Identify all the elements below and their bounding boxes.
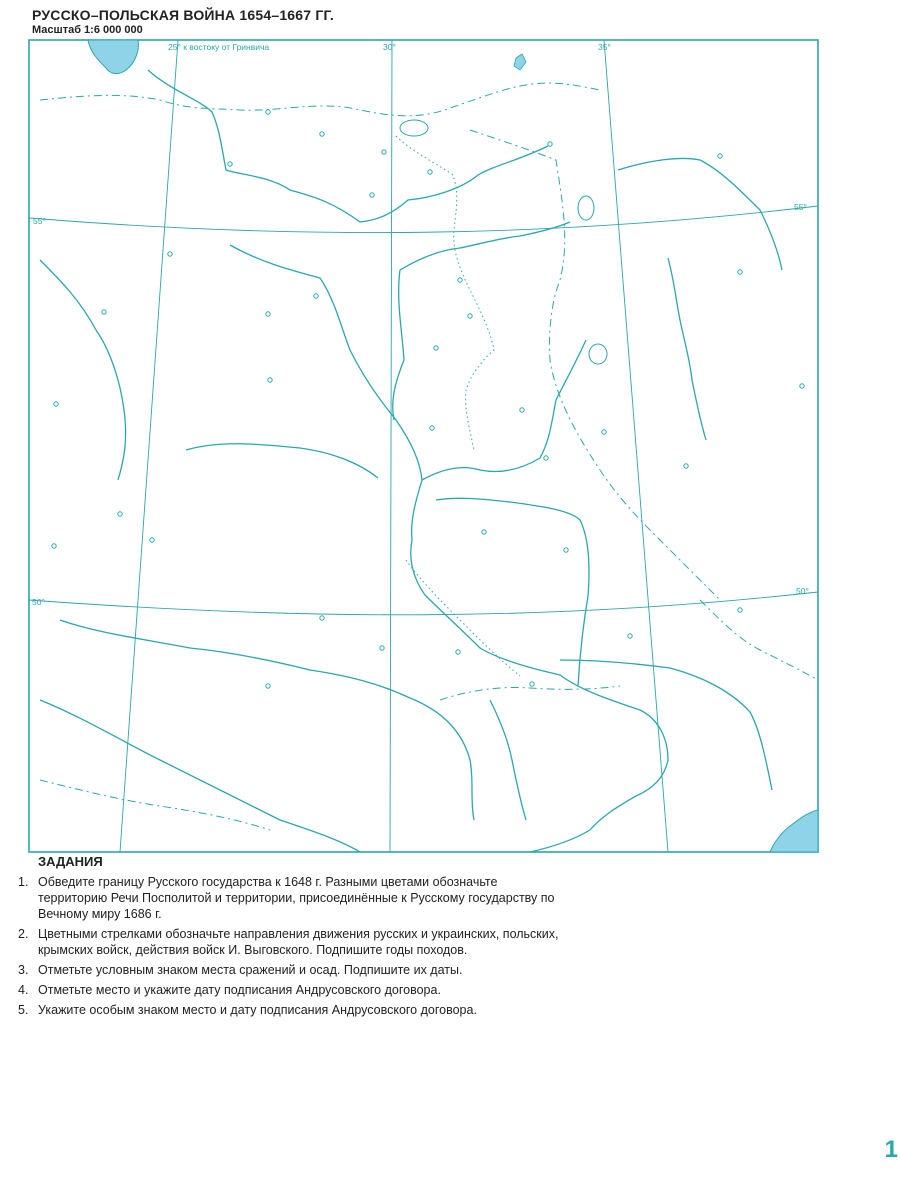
- page-number: 1: [884, 1136, 898, 1163]
- meridian-35-label: 35°: [598, 42, 611, 52]
- task-text: Отметьте место и укажите дату подписания Андрусовского договора.: [38, 983, 441, 997]
- map-scale: Масштаб 1:6 000 000: [32, 24, 143, 36]
- tasks-list: [0, 874, 560, 1022]
- parallel-55-right-label: 55°: [794, 202, 807, 212]
- azov-sea: [770, 810, 818, 852]
- map-title: РУССКО–ПОЛЬСКАЯ ВОЙНА 1654–1667 ГГ.: [32, 7, 334, 23]
- task-number: 2.: [18, 927, 29, 941]
- meridian-30-label: 30°: [383, 42, 396, 52]
- small-lakes: [400, 120, 607, 364]
- borders: [40, 83, 818, 830]
- task-text: Обведите границу Русского государства к 1648 г. Разными цветами обозначьте территорию Речи Посполитой и территории, присоединённые к Русскому государству по Вечному миру 1686 г.: [38, 875, 555, 921]
- parallel-55-left-label: 55°: [33, 216, 46, 226]
- lake: [514, 54, 526, 70]
- gulf-of-riga: [88, 40, 138, 74]
- dotted-boundaries: [396, 136, 520, 676]
- task-text: Цветными стрелками обозначьте направления движения русских и украинских, польских, крымских войск, действия войск И. Выговского. Подпишите годы походов.: [38, 927, 559, 957]
- task-number: 1.: [18, 875, 29, 889]
- task-item: [0, 1002, 560, 1018]
- task-number: 4.: [18, 983, 29, 997]
- task-item: [0, 874, 560, 922]
- task-item: [0, 926, 560, 958]
- task-item: [0, 982, 560, 998]
- graticule: [29, 40, 818, 852]
- task-text: Укажите особым знаком место и дату подписания Андрусовского договора.: [38, 1003, 477, 1017]
- task-item: [0, 962, 560, 978]
- task-number: 5.: [18, 1003, 29, 1017]
- task-number: 3.: [18, 963, 29, 977]
- parallel-50-right-label: 50°: [796, 586, 809, 596]
- rivers: [40, 70, 782, 852]
- map-frame: [29, 40, 818, 852]
- task-text: Отметьте условным знаком места сражений и осад. Подпишите их даты.: [38, 963, 463, 977]
- meridian-25-label: 25° к востоку от Гринвича: [168, 42, 270, 52]
- tasks-heading: ЗАДАНИЯ: [38, 854, 103, 869]
- parallel-50-left-label: 50°: [32, 597, 45, 607]
